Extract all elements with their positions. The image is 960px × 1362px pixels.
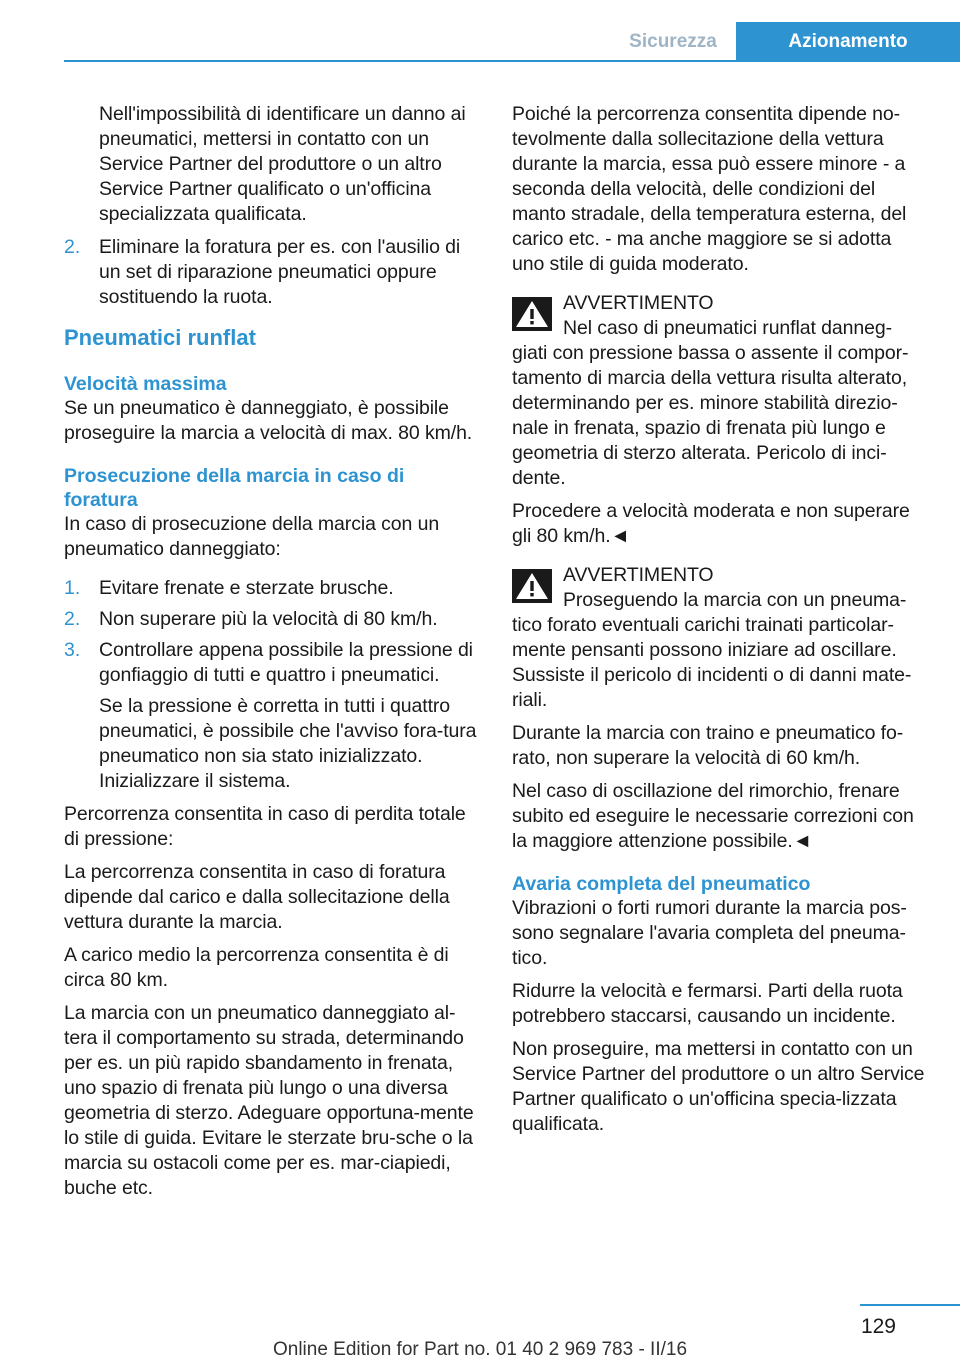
warning-title: AVVERTIMENTO: [563, 292, 714, 314]
avaria-paragraph-2: Ridurre la velocità e fermarsi. Parti della ruota potrebbero staccarsi, causando un incidente.: [512, 980, 903, 1027]
header-rule: [64, 60, 960, 62]
heading-velocita-massima: Velocità massima: [64, 373, 227, 395]
warning-block-traino: [512, 563, 928, 854]
warning-text: giati con pressione bassa o assente il compor-tamento di marcia della vettura risulta alterato, determinando per es. minore stabilità direzio-nale in frenata, spazio di frenata più lungo e geometria di sterzo alterata. Pericolo di inci-dente.: [512, 342, 909, 489]
warning-first-line: Proseguendo la marcia con un pneuma-: [563, 589, 907, 611]
page-number: 129: [860, 1315, 896, 1338]
warning-first-line: Nel caso di pneumatici runflat danneg-: [563, 317, 892, 339]
warning-title: AVVERTIMENTO: [563, 564, 714, 586]
left-column: [64, 102, 480, 1209]
percorrenza-paragraph: Percorrenza consentita in caso di perdita totale di pressione:: [64, 803, 466, 850]
list-item: [64, 607, 480, 632]
avaria-paragraph-3: Non proseguire, ma mettersi in contatto con un Service Partner del produttore o un altro Service Partner qualificato o un'officina specia-lizzata qualificata.: [512, 1038, 925, 1135]
list-number: 2.: [64, 236, 81, 258]
heading-prosecuzione: Prosecuzione della marcia in caso di foratura: [64, 465, 405, 511]
list-number: 1.: [64, 577, 81, 599]
avaria-paragraph-1: Vibrazioni o forti rumori durante la marcia pos-sono segnalare l'avaria completa del pneuma-tico.: [512, 897, 907, 969]
warning-traino-paragraph: Durante la marcia con traino e pneumatico fo-rato, non superare la velocità di 60 km/h.: [512, 722, 904, 769]
warning-triangle-icon: [512, 297, 552, 331]
warning-rimorchio-paragraph: Nel caso di oscillazione del rimorchio, frenare subito ed eseguire le necessarie correzioni con la maggiore attenzione possibile.◄: [512, 780, 914, 852]
heading-runflat: Pneumatici runflat: [64, 325, 256, 350]
list-item: [64, 576, 480, 601]
warning-block-runflat: [512, 291, 928, 549]
list-item-step-2: [64, 235, 480, 310]
list-text: Evitare frenate e sterzate brusche.: [99, 577, 394, 599]
header-active-tab: Azionamento: [736, 22, 960, 60]
list-item: [64, 638, 480, 688]
percorrenza-dipende-paragraph: Poiché la percorrenza consentita dipende no-tevolmente dalla sollecitazione della vettura durante la marcia, essa può essere minore - a seconda della velocità, delle condizioni del manto stradale, della temperatura esterna, del carico etc. - ma anche maggiore se si adotta uno stile di guida moderato.: [512, 103, 907, 275]
list-text: Non superare più la velocità di 80 km/h.: [99, 608, 438, 630]
warning-text: tico forato eventuali carichi trainati particolar-mente pensanti possono iniziare ad oscillare. Sussiste il pericolo di incidenti o di danni mate-riali.: [512, 614, 912, 711]
right-column: [512, 102, 928, 1145]
prosecuzione-paragraph: In caso di prosecuzione della marcia con un pneumatico danneggiato:: [64, 513, 440, 560]
footer-rule: [860, 1304, 960, 1306]
warning-triangle-icon: [512, 569, 552, 603]
percorrenza-carico-paragraph: La percorrenza consentita in caso di foratura dipende dal carico e dalla sollecitazione della vettura durante la marcia.: [64, 861, 450, 933]
velocita-paragraph: Se un pneumatico è danneggiato, è possibile proseguire la marcia a velocità di max. 80 km/h.: [64, 397, 473, 444]
list-number: 3.: [64, 639, 81, 661]
warning-action: Procedere a velocità moderata e non superare gli 80 km/h.◄: [512, 500, 910, 547]
heading-avaria: Avaria completa del pneumatico: [512, 873, 811, 895]
step3-note-paragraph: Se la pressione è corretta in tutti i quattro pneumatici, è possibile che l'avviso fora-tura pneumatico non sia stato inizializzato. Inizializzare il sistema.: [99, 695, 477, 792]
comportamento-paragraph: La marcia con un pneumatico danneggiato al-tera il comportamento su strada, determinando per es. un più rapido sbandamento in frenata, uno spazio di frenata più lungo o una diversa geometria di sterzo. Adeguare opportuna-mente lo stile di guida. Evitare le sterzate bru-sche o la marcia su ostacoli come per es. mar-ciapiedi, buche etc.: [64, 1002, 474, 1199]
list-text: Eliminare la foratura per es. con l'ausilio di un set di riparazione pneumatici oppure sostituendo la ruota.: [99, 236, 461, 308]
list-text: Controllare appena possibile la pressione di gonfiaggio di tutti e quattro i pneumatici.: [99, 639, 473, 686]
header-section-tab: Sicurezza: [629, 31, 717, 52]
footer-edition: Online Edition for Part no. 01 40 2 969 783 - II/16: [272, 1339, 688, 1360]
percorrenza-medio-paragraph: A carico medio la percorrenza consentita è di circa 80 km.: [64, 944, 449, 991]
list-number: 2.: [64, 608, 81, 630]
intro-paragraph: Nell'impossibilità di identificare un danno ai pneumatici, mettersi in contatto con un Service Partner del produttore o un altro Service Partner qualificato o un'officina specializzata qualificata.: [99, 103, 466, 225]
